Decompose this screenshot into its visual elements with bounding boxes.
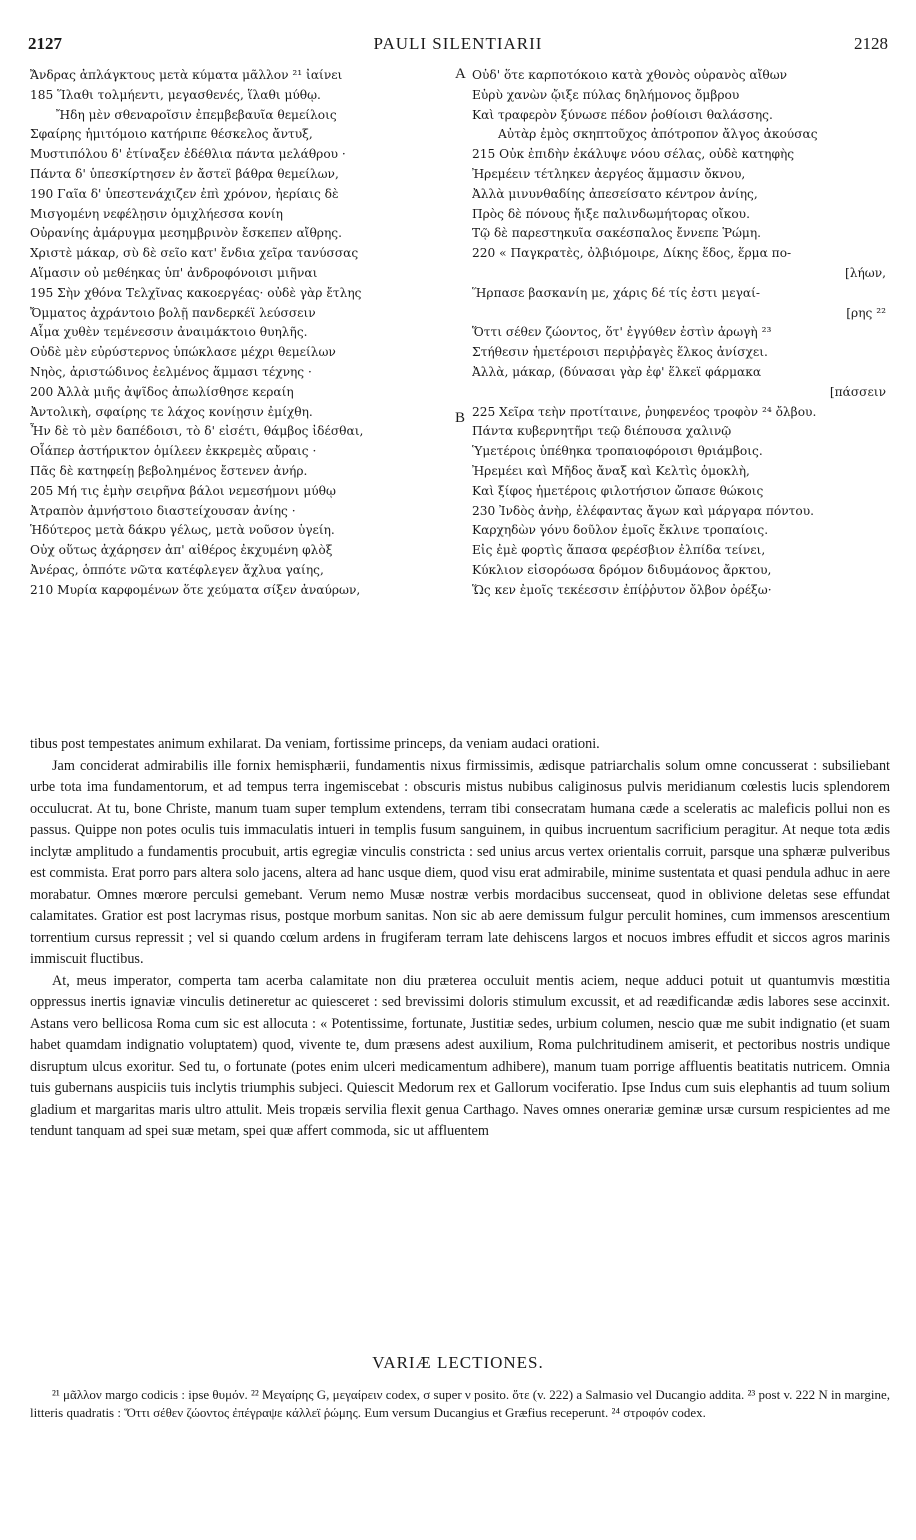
verse-line: 210 Μυρία καρφομένων ὅτε χεύματα σίξεν ἀναύρων, xyxy=(30,582,361,597)
variant-readings-text: ²¹ μᾶλλον margo codicis : ipse θυμόν. ²² Μεγαίρης G, μεγαίρειν codex, σ super ν posito. ὅτε (v. 222) a Salmasio vel Ducangio addita. ²³ post v. 222 N in margine, litteris quadratis : Ὅττι σέθεν ζώοντος ἐπέγραψε κάλλεϊ ῥώμης. Eum versum Ducangius et Græfius receperunt. ²⁴ στροφόν codex. xyxy=(30,1387,890,1420)
verse-line: Πᾶς δὲ κατηφείῃ βεβολημένος ἔστενεν ἀνήρ. xyxy=(30,463,308,478)
verse-line: [λήων, xyxy=(844,265,886,280)
verse-line: Οὐδ' ὅτε καρποτόκοιο κατὰ χθονὸς οὐρανὸς αἴθων xyxy=(472,68,788,82)
verse-line: Κύκλιον εἰσορόωσα δρόμον διδυμάονος ἄρκτου, xyxy=(472,562,772,577)
verse-line: Πάντα κυβερνητῆρι τεῷ διέπουσα χαλινῷ xyxy=(472,424,732,439)
running-title: PAULI SILENTIARII xyxy=(373,34,543,53)
latin-paragraph-2: Jam conciderat admirabilis ille fornix hemisphærii, fundamentis nixus firmissimis, ædisque patriarchalis solum omne concusserat : subsiliebant urbe tota ima fundamentorum, et ad tempus terra ingemiscebat : obscuris mistus nubibus caliginosus pulvis meridianum cœlestis lucis splendorem occulucrat. At tu, bone Christe, manum tuam super templum extendens, terram tibi consecratam humana cæde a sceleratis ac maleficis pollui non es passus. Quippe non potes oculis tuis immaculatis intueri in templis fusum sanguinem, in quibus incruentum sacrificium peragitur. At neque tota ædis inclytæ amplitudo a fundamentis procubuit, artis egregiæ vinculis constricta : sed unius arcus vertex orientalis corruit, parsque una sphæræ pulveribus est commista. Erat porro pars altera solo jacens, altera ad hanc usque diem, quod visu erat admirabile, minime sustentata et quasi pendula adhuc in aere morabatur. Omnes mœrore perculsi gemebant. Verum nemo Musæ nostræ verbis mordacibus succenseat, quod in oblivione deletas sese effundat calamitates. Gratior est post lacrymas risus, postque morbum sanitas. Non sic ab aere demissum fulgur perculit homines, cum immensos arescentium torrentium cursus repressit ; vel si quando cœlum ardens in frugiferam terram late dehiscens largos et nocuos imbres effudit et siccos agros marinis immiscuit fluctibus. xyxy=(30,757,890,967)
verse-line: Καὶ τραφερὸν ξύνωσε πέδον ῥοθίοισι θαλάσσης. xyxy=(472,107,773,122)
verse-line: 230 Ἰνδὸς ἀνὴρ, ἐλέφαντας ἄγων καὶ μάργαρα πόντου. xyxy=(472,503,814,518)
verse-line: Καὶ ξίφος ἡμετέροις φιλοτήσιον ὤπασε θώκοις xyxy=(472,483,764,498)
verse-line: 225 Χεῖρα τεὴν προτίταινε, ῥυηφενέος τροφὸν ²⁴ ὄλβου. xyxy=(472,404,817,419)
verse-line: 190 Γαῖα δ' ὑπεστενάχιζεν ἐπὶ χρόνον, ἠερίαις δὲ xyxy=(30,186,339,201)
variae-lectiones-notes xyxy=(30,1386,890,1421)
verse-line: Πάντα δ' ὑπεσκίρτησεν ἐν ἄστεϊ βάθρα θεμείλων, xyxy=(30,166,339,181)
verse-line: Μισγομένη νεφέλῃσιν ὁμιχλήεσσα κονίη xyxy=(30,206,283,221)
verse-line: Οἷάπερ ἀστήρικτον ὁμίλεεν ἐκκρεμὲς αὔραις · xyxy=(30,444,317,459)
verse-line: Ἄνδρας ἀπλάγκτους μετὰ κύματα μᾶλλον ²¹ ἰαίνει xyxy=(30,68,343,82)
verse-line: Οὐρανίης ἀμάρυγμα μεσημβρινὸν ἔσκεπεν αἴθρης. xyxy=(30,226,342,241)
verse-line: Μυστιπόλου δ' ἐτίναξεν ἐδέθλια πάντα μελάθρου · xyxy=(30,147,346,162)
verse-line: Ἦν δὲ τὸ μὲν δαπέδοισι, τὸ δ' εἰσέτι, θάμβος ἰδέσθαι, xyxy=(30,424,364,439)
verse-line: Ἠρεμέειν τέτληκεν ἀεργέος ἅμμασιν ὄκνου, xyxy=(472,166,746,181)
verse-line: 200 Ἀλλὰ μιῆς ἀψῖδος ἀπωλίσθησε κεραίη xyxy=(30,384,294,399)
page-header xyxy=(28,34,888,60)
verse-line: Αἵμασιν οὐ μεθέηκας ὑπ' ἀνδροφόνοισι μιῆναι xyxy=(30,265,318,280)
variae-lectiones-heading: VARIÆ LECTIONES. xyxy=(372,1353,544,1372)
verse-line: Ἀλλὰ, μάκαρ, (δύνασαι γὰρ ἐφ' ἕλκεϊ φάρμακα xyxy=(472,364,762,379)
verse-line: Ὄμματος ἀχράντοιο βολῇ πανδερκέϊ λεύσσειν xyxy=(30,305,316,320)
verse-line: 215 Οὐκ ἐπιδὴν ἐκάλυψε νόου σέλας, οὐδὲ κατηφὴς xyxy=(472,147,795,162)
verse-line: Ἀλλὰ μινυνθαδίης ἀπεσείσατο κέντρον ἀνίης, xyxy=(472,186,758,201)
verse-line: Ἤδη μὲν σθεναροῖσιν ἐπεμβεβαυῖα θεμείλοις xyxy=(56,107,337,122)
verse-line: 195 Σὴν χθόνα Τελχῖνας κακοεργέας· οὐδὲ γὰρ ἔτλης xyxy=(30,285,362,300)
verse-line: Στήθεσιν ἡμετέροισι περιῤῥαγὲς ἕλκος ἀνίσχει. xyxy=(472,345,768,360)
verse-line: Αἷμα χυθὲν τεμένεσσιν ἀναιμάκτοιο θυηλῆς. xyxy=(30,325,308,340)
verse-line: Χριστὲ μάκαρ, σὺ δὲ σεῖο κατ' ἔνδια χεῖρα τανύσσας xyxy=(30,246,359,261)
latin-translation xyxy=(30,734,890,1143)
verse-line: Πρὸς δὲ πόνους ἤιξε παλινδωμήτορας οἴκου. xyxy=(472,206,750,221)
verse-line: 205 Μή τις ἐμὴν σειρῆνα βάλοι νεμεσήμονι μύθῳ xyxy=(30,483,336,498)
margin-marker-b: B xyxy=(455,410,466,426)
verse-line: Σφαίρης ἡμιτόμοιο κατήριπε θέσκελος ἄντυξ, xyxy=(30,127,313,142)
verse-line: Ἀνέρας, ὁππότε νῶτα κατέφλεγεν ἄχλυα γαίης, xyxy=(30,562,324,577)
verse-line: Ὑμετέροις ὑπέθηκα τροπαιοφόροισι θριάμβοις. xyxy=(472,444,763,459)
column-number-left: 2127 xyxy=(28,34,62,53)
verse-line: Οὐδὲ μὲν εὐρύστερνος ὑπώκλασε μέχρι θεμείλων xyxy=(30,345,336,360)
verse-line: Νηὸς, ἀριστώδινος ἐελμένος ἅμμασι τέχνης · xyxy=(30,364,312,379)
verse-line: [ρης ²² xyxy=(846,305,886,320)
verse-line: Οὐχ οὕτως ἀχάρησεν ἀπ' αἰθέρος ἐκχυμένη φλὸξ xyxy=(30,543,333,558)
verse-line: Ὅττι σέθεν ζώοντος, ὅτ' ἐγγύθεν ἐστὶν ἀρωγὴ ²³ xyxy=(472,325,772,340)
verse-line: Αὐτὰρ ἐμὸς σκηπτοῦχος ἀπότροπον ἄλγος ἀκούσας xyxy=(498,127,818,142)
greek-verse-right-column xyxy=(472,66,892,601)
verse-line: 185 Ἵλαθι τολμήεντι, μεγασθενές, ἵλαθι μύθῳ. xyxy=(30,87,321,102)
verse-line: [πάσσειν xyxy=(829,384,886,399)
latin-paragraph-1: tibus post tempestates animum exhilarat. Da veniam, fortissime princeps, da veniam audaci orationi. xyxy=(30,736,600,752)
latin-paragraph-3: At, meus imperator, comperta tam acerba calamitate non diu præterea occuluit mentis aciem, neque adduci potuit ut quantumvis mœstitia oppressus inertis ignaviæ vinculis detineretur ac quiesceret : sed brevissimi doloris stimulum excussit, et ad reædificandæ ædis labores sese accinxit. Astans vero bellicosa Roma cum sic est allocuta : « Potentissime, fortunate, Justitiæ sedes, urbium columen, nescio quæ me subit indignatio (et suam habet quamdam indignatio voluptatem) quod, vivente te, dum præsens adest auxilium, Roma pulchritudinem amiserit, et pectoribus nostris undique disruptum ulcus exoritur. Sed tu, o fortunate (potes enim ulceri medicamentum adhibere), manum tuam porrige affluentis beatitatis nutricem. Omnia tuis gubernans auspiciis tuis inclytis triumphis subjeci. Quiescit Medorum rex et Gallorum vociferatio. Ipse Indus cum suis elephantis ad tuum solium gladium et margaritas maris ultro attulit. Meis tropæis servilia flexit genua Carthago. Naves omnes onerariæ geminæ ursæ cursum respicientes ad me tendunt tanquam ad spei suæ metam, spei quæ affert commoda, sic ut affluentem xyxy=(30,972,890,1139)
verse-line: Εὐρὺ χανὼν ᾤιξε πύλας δηλήμονος ὄμβρου xyxy=(472,87,740,102)
verse-line: Ἡδύτερος μετὰ δάκρυ γέλως, μετὰ νοῦσον ὑγείη. xyxy=(30,523,335,538)
verse-line: Τῷ δὲ παρεστηκυῖα σακέσπαλος ἔννεπε Ῥώμη. xyxy=(472,226,762,241)
margin-marker-a: A xyxy=(455,66,466,82)
verse-line: Ὥς κεν ἐμοῖς τεκέεσσιν ἐπίῤῥυτον ὄλβον ὀρέξω· xyxy=(472,582,772,597)
verse-line: Ἥρπασε βασκανίη με, χάρις δέ τίς ἐστι μεγαί- xyxy=(472,285,761,300)
verse-line: Καρχηδὼν γόνυ δοῦλον ἐμοῖς ἔκλινε τροπαίοις. xyxy=(472,523,769,538)
verse-line: Ἀτραπὸν ἀμνήστοιο διαστείχουσαν ἀνίης · xyxy=(30,503,296,518)
greek-verse-left-column xyxy=(30,66,460,601)
verse-line: Εἰς ἐμὲ φορτὶς ἅπασα φερέσβιον ἐλπίδα τείνει, xyxy=(472,543,766,558)
verse-line: Ἀντολικὴ, σφαίρης τε λάχος κονίῃσιν ἐμίχθη. xyxy=(30,404,313,419)
verse-line: 220 « Παγκρατὲς, ὀλβιόμοιρε, Δίκης ἕδος, ἕρμα πο- xyxy=(472,246,792,261)
verse-line: Ἠρεμέει καὶ Μῆδος ἄναξ καὶ Κελτὶς ὁμοκλὴ, xyxy=(472,463,750,478)
column-number-right: 2128 xyxy=(854,34,888,53)
